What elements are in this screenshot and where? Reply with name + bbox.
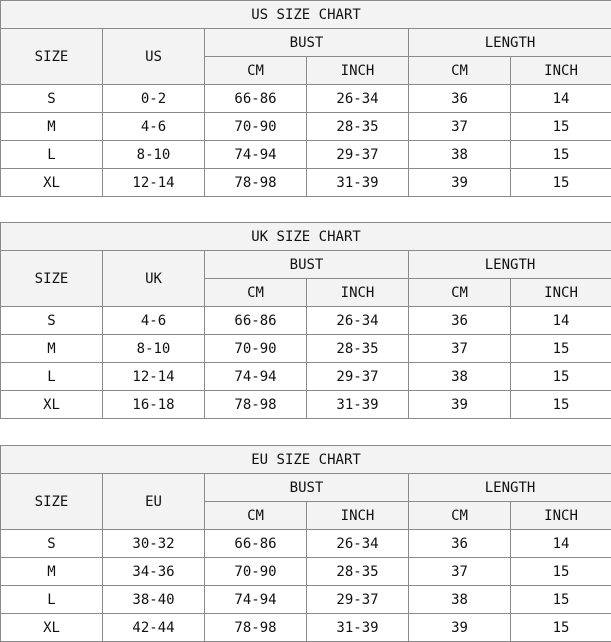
length-inch-header: INCH <box>511 57 611 85</box>
bust-cm-cell: 78-98 <box>205 614 307 642</box>
bust-inch-cell: 31-39 <box>307 169 409 197</box>
size-header: SIZE <box>1 251 103 307</box>
region-size-cell: 4-6 <box>103 307 205 335</box>
bust-header: BUST <box>205 251 409 279</box>
size-cell: XL <box>1 169 103 197</box>
table-row <box>1 363 611 391</box>
length-inch-cell: 15 <box>511 391 611 419</box>
bust-cm-header: CM <box>205 57 307 85</box>
length-cm-cell: 36 <box>409 307 511 335</box>
bust-inch-header: INCH <box>307 57 409 85</box>
bust-header: BUST <box>205 474 409 502</box>
size-header: SIZE <box>1 29 103 85</box>
length-inch-header: INCH <box>511 279 611 307</box>
table-row <box>1 391 611 419</box>
bust-cm-cell: 70-90 <box>205 335 307 363</box>
size-cell: M <box>1 558 103 586</box>
size-header: SIZE <box>1 474 103 530</box>
length-cm-cell: 36 <box>409 85 511 113</box>
length-cm-cell: 38 <box>409 586 511 614</box>
size-cell: L <box>1 141 103 169</box>
bust-cm-cell: 66-86 <box>205 530 307 558</box>
length-inch-cell: 15 <box>511 113 611 141</box>
bust-cm-cell: 74-94 <box>205 363 307 391</box>
bust-cm-cell: 66-86 <box>205 85 307 113</box>
bust-cm-cell: 70-90 <box>205 113 307 141</box>
table-row <box>1 335 611 363</box>
table-row <box>1 558 611 586</box>
length-cm-cell: 37 <box>409 113 511 141</box>
chart-title: US SIZE CHART <box>1 1 611 29</box>
length-header: LENGTH <box>409 251 611 279</box>
length-cm-header: CM <box>409 279 511 307</box>
bust-header: BUST <box>205 29 409 57</box>
region-size-cell: 8-10 <box>103 335 205 363</box>
length-inch-cell: 14 <box>511 85 611 113</box>
table-row <box>1 530 611 558</box>
size-cell: S <box>1 85 103 113</box>
size-cell: S <box>1 307 103 335</box>
bust-inch-cell: 26-34 <box>307 307 409 335</box>
length-inch-cell: 15 <box>511 169 611 197</box>
region-size-cell: 16-18 <box>103 391 205 419</box>
chart-title: EU SIZE CHART <box>1 446 611 474</box>
bust-inch-cell: 29-37 <box>307 141 409 169</box>
table-row <box>1 85 611 113</box>
bust-cm-cell: 78-98 <box>205 169 307 197</box>
length-cm-cell: 39 <box>409 614 511 642</box>
region-size-cell: 34-36 <box>103 558 205 586</box>
size-table <box>0 445 611 642</box>
length-inch-cell: 14 <box>511 530 611 558</box>
bust-inch-cell: 26-34 <box>307 530 409 558</box>
length-cm-cell: 38 <box>409 141 511 169</box>
length-cm-cell: 36 <box>409 530 511 558</box>
bust-inch-cell: 26-34 <box>307 85 409 113</box>
region-size-cell: 12-14 <box>103 169 205 197</box>
bust-cm-cell: 74-94 <box>205 586 307 614</box>
size-chart-2 <box>0 445 611 642</box>
length-inch-cell: 15 <box>511 363 611 391</box>
length-cm-cell: 39 <box>409 169 511 197</box>
table-row <box>1 614 611 642</box>
size-chart-1 <box>0 222 611 419</box>
region-header: US <box>103 29 205 85</box>
size-cell: XL <box>1 391 103 419</box>
size-cell: M <box>1 113 103 141</box>
bust-inch-header: INCH <box>307 502 409 530</box>
bust-inch-header: INCH <box>307 279 409 307</box>
size-cell: L <box>1 363 103 391</box>
bust-cm-header: CM <box>205 502 307 530</box>
region-size-cell: 4-6 <box>103 113 205 141</box>
table-row <box>1 141 611 169</box>
length-cm-cell: 39 <box>409 391 511 419</box>
region-size-cell: 30-32 <box>103 530 205 558</box>
region-size-cell: 38-40 <box>103 586 205 614</box>
length-inch-cell: 15 <box>511 335 611 363</box>
size-table <box>0 0 611 197</box>
size-chart-0 <box>0 0 611 197</box>
bust-inch-cell: 29-37 <box>307 363 409 391</box>
table-row <box>1 113 611 141</box>
size-cell: S <box>1 530 103 558</box>
bust-cm-header: CM <box>205 279 307 307</box>
chart-title: UK SIZE CHART <box>1 223 611 251</box>
bust-cm-cell: 70-90 <box>205 558 307 586</box>
table-row <box>1 169 611 197</box>
table-row <box>1 307 611 335</box>
length-inch-cell: 15 <box>511 558 611 586</box>
bust-inch-cell: 31-39 <box>307 614 409 642</box>
bust-inch-cell: 29-37 <box>307 586 409 614</box>
size-cell: M <box>1 335 103 363</box>
region-size-cell: 0-2 <box>103 85 205 113</box>
length-header: LENGTH <box>409 474 611 502</box>
length-inch-header: INCH <box>511 502 611 530</box>
length-header: LENGTH <box>409 29 611 57</box>
bust-cm-cell: 74-94 <box>205 141 307 169</box>
length-cm-cell: 37 <box>409 335 511 363</box>
bust-inch-cell: 28-35 <box>307 558 409 586</box>
bust-inch-cell: 31-39 <box>307 391 409 419</box>
length-cm-cell: 38 <box>409 363 511 391</box>
bust-inch-cell: 28-35 <box>307 113 409 141</box>
size-cell: XL <box>1 614 103 642</box>
bust-inch-cell: 28-35 <box>307 335 409 363</box>
bust-cm-cell: 66-86 <box>205 307 307 335</box>
table-row <box>1 586 611 614</box>
bust-cm-cell: 78-98 <box>205 391 307 419</box>
region-size-cell: 42-44 <box>103 614 205 642</box>
length-cm-header: CM <box>409 502 511 530</box>
length-inch-cell: 15 <box>511 586 611 614</box>
length-inch-cell: 15 <box>511 141 611 169</box>
region-header: UK <box>103 251 205 307</box>
size-table <box>0 222 611 419</box>
length-cm-header: CM <box>409 57 511 85</box>
region-size-cell: 8-10 <box>103 141 205 169</box>
length-inch-cell: 14 <box>511 307 611 335</box>
size-cell: L <box>1 586 103 614</box>
region-header: EU <box>103 474 205 530</box>
region-size-cell: 12-14 <box>103 363 205 391</box>
length-cm-cell: 37 <box>409 558 511 586</box>
length-inch-cell: 15 <box>511 614 611 642</box>
